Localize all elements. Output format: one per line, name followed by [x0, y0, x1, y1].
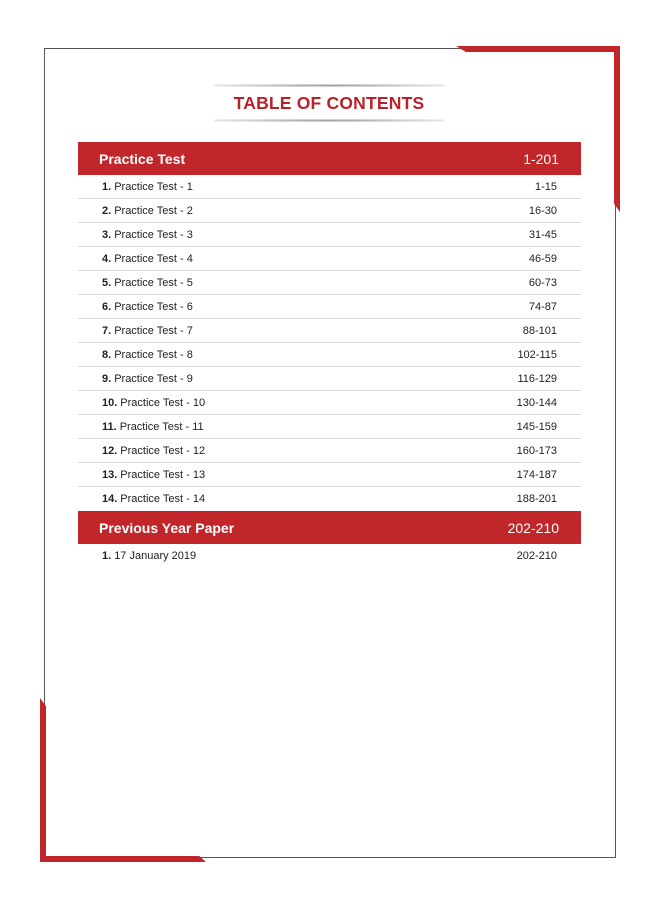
toc-entry-number: 6.	[102, 300, 112, 313]
toc-row[interactable]	[78, 319, 581, 343]
toc-entry-pages: 160-173	[516, 444, 557, 457]
toc-entry-pages: 1-15	[534, 180, 557, 193]
toc-entry-pages: 130-144	[516, 396, 557, 409]
title-top-rule	[214, 84, 444, 87]
toc-entry-pages: 16-30	[528, 204, 557, 217]
section-range: 202-210	[507, 519, 559, 536]
toc-row[interactable]	[78, 295, 581, 319]
toc-entry	[102, 229, 193, 241]
page-title: TABLE OF CONTENTS	[233, 92, 425, 113]
table-of-contents	[78, 142, 581, 568]
toc-entry	[102, 277, 193, 289]
toc-row[interactable]	[78, 463, 581, 487]
section-items-previous-year-paper	[78, 544, 581, 568]
title-banner	[214, 84, 444, 122]
toc-entry-label: Practice Test - 10	[120, 396, 206, 409]
toc-entry-pages: 88-101	[522, 324, 557, 337]
toc-row[interactable]	[78, 487, 581, 511]
toc-entry	[102, 421, 204, 433]
toc-entry-number: 1.	[102, 550, 112, 562]
section-items-practice-test	[78, 175, 581, 511]
toc-entry	[102, 397, 205, 409]
toc-entry-number: 12.	[102, 444, 118, 457]
toc-entry-number: 3.	[102, 228, 112, 241]
toc-entry-number: 1.	[102, 180, 112, 193]
section-title: Previous Year Paper	[99, 519, 235, 536]
toc-entry-pages: 74-87	[528, 300, 557, 313]
toc-entry-label: Practice Test - 9	[114, 372, 193, 385]
corner-accent-top-right-vertical	[614, 46, 620, 212]
toc-entry-number: 13.	[102, 468, 118, 481]
toc-entry-number: 2.	[102, 204, 112, 217]
toc-row[interactable]	[78, 199, 581, 223]
toc-entry-label: Practice Test - 5	[114, 276, 193, 289]
section-title: Practice Test	[99, 150, 186, 167]
toc-entry	[102, 469, 205, 481]
toc-entry	[102, 550, 196, 562]
toc-entry-label: Practice Test - 3	[114, 228, 193, 241]
toc-entry	[102, 181, 193, 193]
toc-entry	[102, 349, 193, 361]
toc-entry-pages: 202-210	[516, 550, 557, 562]
toc-entry-label: Practice Test - 1	[114, 180, 193, 193]
toc-entry-number: 14.	[102, 493, 118, 505]
toc-row[interactable]	[78, 271, 581, 295]
toc-entry-label: 17 January 2019	[114, 550, 197, 562]
toc-row[interactable]	[78, 343, 581, 367]
corner-accent-bottom-left-vertical	[40, 698, 46, 862]
toc-entry-label: Practice Test - 14	[120, 493, 206, 505]
toc-row[interactable]	[78, 223, 581, 247]
toc-entry-label: Practice Test - 7	[114, 324, 193, 337]
toc-entry-pages: 31-45	[528, 228, 557, 241]
toc-row[interactable]	[78, 439, 581, 463]
toc-entry-pages: 116-129	[517, 372, 557, 385]
toc-row[interactable]	[78, 247, 581, 271]
toc-entry-number: 4.	[102, 252, 112, 265]
toc-entry-pages: 46-59	[528, 252, 557, 265]
title-bottom-rule	[214, 119, 444, 122]
toc-entry-pages: 145-159	[516, 420, 557, 433]
corner-accent-top-right	[456, 46, 620, 52]
toc-entry-pages: 174-187	[516, 468, 557, 481]
toc-row[interactable]	[78, 544, 581, 568]
section-header-practice-test[interactable]	[78, 142, 581, 175]
toc-entry-label: Practice Test - 4	[114, 252, 193, 265]
toc-entry-number: 7.	[102, 324, 112, 337]
toc-entry-number: 8.	[102, 348, 112, 361]
toc-entry	[102, 493, 205, 505]
toc-entry-pages: 102-115	[517, 348, 557, 361]
toc-entry-pages: 188-201	[516, 493, 557, 505]
toc-entry-label: Practice Test - 12	[120, 444, 206, 457]
toc-entry-number: 9.	[102, 372, 112, 385]
toc-entry	[102, 445, 205, 457]
toc-entry-label: Practice Test - 13	[120, 468, 206, 481]
toc-entry-label: Practice Test - 11	[119, 420, 204, 433]
toc-entry	[102, 205, 193, 217]
toc-row[interactable]	[78, 175, 581, 199]
toc-entry-number: 10.	[102, 396, 118, 409]
section-header-previous-year-paper[interactable]	[78, 511, 581, 544]
toc-row[interactable]	[78, 415, 581, 439]
toc-entry-label: Practice Test - 8	[114, 348, 193, 361]
toc-entry-label: Practice Test - 6	[114, 300, 193, 313]
toc-entry	[102, 325, 193, 337]
toc-entry-pages: 60-73	[528, 276, 557, 289]
section-range: 1-201	[523, 150, 559, 167]
toc-entry	[102, 301, 193, 313]
toc-entry	[102, 253, 193, 265]
toc-entry-number: 5.	[102, 276, 112, 289]
toc-row[interactable]	[78, 367, 581, 391]
toc-entry	[102, 373, 193, 385]
toc-row[interactable]	[78, 391, 581, 415]
toc-entry-number: 11.	[102, 420, 117, 433]
corner-accent-bottom-left	[40, 856, 206, 862]
toc-entry-label: Practice Test - 2	[114, 204, 193, 217]
